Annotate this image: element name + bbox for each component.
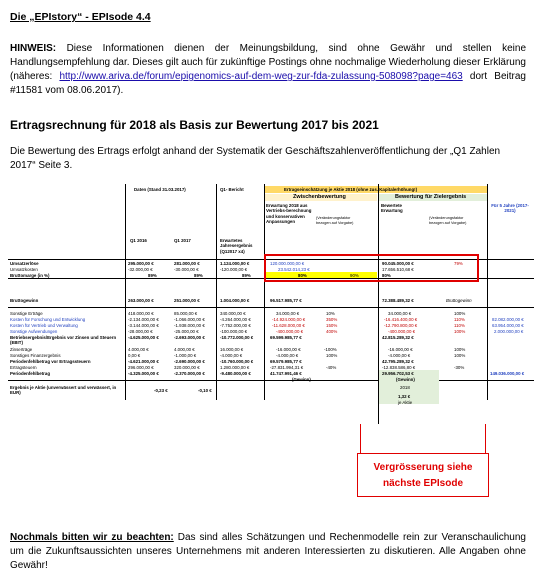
col-line [264,184,265,400]
row-label: Periodenfehlbetrag [10,371,51,376]
cell: 89% [242,273,251,278]
cell: 29.956.702,53 € [382,371,414,376]
eps-unit: je Aktie [398,400,413,405]
forum-link[interactable]: http://www.ariva.de/forum/epigenomics-auf-dem-weg-zur-fda-zulassung-508098?page=463 [59,71,463,82]
cell: -4.264.000,00 € [220,317,251,322]
cell: 100% [454,329,466,334]
cell: -27.831.994,31 € [270,365,304,370]
head-q1bericht: Q1- Bericht [220,187,244,192]
cell: -400.000,00 € [388,329,416,334]
cell: 400% [326,329,338,334]
cell: -4.625.000,00 € [128,335,159,340]
cell: 350% [326,317,338,322]
cell: -10.760.000,00 € [220,359,254,364]
cell: -16.416.400,00 € [384,317,418,322]
col-erwartet: Erwartetes Jahresergebnis (Q12017 x4) [220,238,253,254]
row-label: Zinserträge [10,347,33,352]
callout-line-2: nächste EPIsode [382,478,464,489]
row-label: Sonstige Erträge [10,311,43,316]
cell: -100% [324,347,337,352]
cell: -2.134.000,00 € [128,317,159,322]
cell: 150% [326,323,338,328]
cell: 100% [326,353,338,358]
cell: 79% [454,261,463,266]
cell: -10.772.000,00 € [220,335,254,340]
cell: 110% [454,323,465,328]
cell: 42.795.289,32 € [382,359,414,364]
cell: 90.045.000,00 € [382,261,414,266]
cell: 41.747.991,46 € [270,371,302,376]
sub-erwartung: Erwartung 2018 aus Vertriebs-berechnung und konservativen Anpassungen [266,203,312,225]
cell: 0,00 € [128,353,141,358]
row-label: Umsatzerlöse [10,261,39,266]
closing-label: Nochmals bitten wir zu beachten: [10,532,174,543]
col-line [216,184,217,400]
cell: 340.000,00 € [220,311,246,316]
row-label: Ertragsteuern [10,365,37,370]
sub-bewertete: Bewertete Erwartung [381,203,403,214]
cell: 295.000,00 € [128,261,154,266]
cell: 82.082.000,00 € [492,317,524,322]
cell: -12.790.800,00 € [384,323,418,328]
cell: 1.124.000,00 € [220,261,250,266]
eps-f: 1,32 € [398,394,411,399]
head-daten: Daten (Stand 31.03.2017) [134,187,186,192]
cell: 296.000,00 € [128,365,154,370]
cell: 34.000,00 € [388,311,412,316]
eps-label: Ergebnis je Aktie (unverwässert und verwässert, in EUR) [10,385,117,396]
cell: -32.000,00 € [128,267,153,272]
gewinn-1: (Gewinn) [292,377,311,382]
cell: -11.628.000,00 € [272,323,305,328]
eps-b: -0,10 € [198,388,212,393]
cell: 4.000,00 € [128,347,149,352]
cell: 42.815.289,32 € [382,335,414,340]
row-label: Umsatzkosten [10,267,38,272]
head-ziel: Bewertung für Zielergebnis [395,194,467,200]
cell: 4.000,00 € [174,347,195,352]
disclaimer-note [10,42,526,98]
col-q1-2016: Q1 2016 [130,238,147,243]
cell: 69.579.985,77 € [270,359,302,364]
closing-disclaimer [10,531,526,573]
row-line [8,380,534,381]
note-label: HINWEIS: [10,43,57,54]
cell: 418.000,00 € [128,311,154,316]
sub-veraend-2: (Veränderungsfaktor bezogen auf Vorgabe) [429,216,467,226]
cell: 100% [454,353,466,358]
cell: -1.066.000,00 € [174,317,205,322]
cell: 149.036.000,00 € [490,371,525,376]
cell: -400.000,00 € [276,329,304,334]
cell: 23.542.014,23 € [278,267,310,272]
callout-box [357,453,489,497]
cell: 100% [454,347,466,352]
row-label: Periodenfehlbetrag vor Ertragssteuern [10,359,91,364]
cell: -40% [326,365,337,370]
intro-paragraph: Die Bewertung des Ertrags erfolgt anhand der Systematik der Geschäftszahlenveröffentlichung der „Q1 Zahlen 2017“ Seite 3. [10,146,501,171]
cell: -3.144.000,00 € [128,323,159,328]
cell: -120.000,00 € [220,267,248,272]
cell: 17.656.510,68 € [382,267,414,272]
note-text-2: dort Beitrag #11581 vom 08.06.2017). [10,71,526,96]
cell: -2.693.000,00 € [174,335,205,340]
cell: -12.838.586,80 € [382,365,416,370]
cell: 72.388.489,32 € [382,298,414,303]
cell: 34.000,00 € [276,311,300,316]
cell: 69.599.985,77 € [270,335,302,340]
cell: 2.000.000,00 € [494,329,524,334]
cell: 281.000,00 € [174,261,200,266]
table-banner: Ertragseinschätzung je Aktie 2018 (ohne zus. Kapitalerhöhung!) [284,187,418,192]
cell: -4.621.000,00 € [128,359,159,364]
head-zwischen: Zwischenbewertung [293,194,346,200]
head-5jahre: Für 5 Jahre (2017-2021) [491,203,529,214]
sub-veraend-1: (Veränderungsfaktor bezogen auf Vorgabe) [316,216,354,226]
callout-line-1: Vergrösserung siehe [373,462,473,473]
cell: -9.480.000,00 € [220,371,251,376]
cell: 89% [148,273,157,278]
cell: -4.000,00 € [276,353,299,358]
cell: 90% [350,273,359,278]
cell: -28.000,00 € [128,329,153,334]
cell: 89% [194,273,203,278]
gewinn-2: (Gewinn) [396,377,415,382]
note-text-1: Diese Informationen dienen der Meinungsbildung, sind ohne Gewähr und stellen keine Handlungsempfehlung dar. Dieses gilt auch für zukünftige Postings ohne nochmalige Wiederholung dieser Erklärung (näheres: [10,43,526,82]
callout-connector [360,424,486,454]
cell: 10% [326,311,335,316]
cell: Bruttogewinn [446,298,472,303]
eps-a: -0,23 € [154,388,168,393]
cell: -16.000,00 € [388,347,413,352]
cell: -1.000,00 € [174,353,197,358]
cell: -7.752.000,00 € [220,323,251,328]
cell: 96.517.985,77 € [270,298,302,303]
cell: -30.000,00 € [174,267,199,272]
cell: -14.924.000,00 € [272,317,306,322]
col-line [487,184,488,400]
earnings-table [8,184,534,424]
cell: 63.954.000,00 € [492,323,524,328]
cell: -1.938.000,00 € [174,323,205,328]
cell: 251.000,00 € [174,298,200,303]
cell: 110% [454,317,465,322]
row-label: Bruttomarge (in %) [10,273,50,278]
cell: 120.000.000,00 € [270,261,305,266]
cell: 16.000,00 € [220,347,244,352]
cell: -2.370.000,00 € [174,371,205,376]
cell: -4.000,00 € [388,353,411,358]
section-heading: Ertragsrechnung für 2018 als Basis zur Bewertung 2017 bis 2021 [10,118,379,132]
row-label: Kosten für Vertrieb und Verwaltung [10,323,78,328]
col-q1-2017: Q1 2017 [174,238,191,243]
row-label: Bruttogewinn [10,298,39,303]
cell: -100.000,00 € [220,329,248,334]
cell: 80% [298,273,307,278]
cell: -4.000,00 € [220,353,243,358]
cell: -16.000,00 € [276,347,301,352]
cell: -30% [454,365,465,370]
col-line [125,184,126,400]
page-title: Die „EPIstory“ - EPIsode 4.4 [10,11,151,23]
cell: 85.000,00 € [174,311,198,316]
cell: -4.325.000,00 € [128,371,159,376]
cell: 80% [382,273,391,278]
row-line [8,307,534,308]
cell: -25.000,00 € [174,329,199,334]
cell: -2.690.000,00 € [174,359,205,364]
highlight-frame [264,254,479,282]
cell: 320.000,00 € [174,365,200,370]
year-2018: 2018 [400,385,410,390]
cell: 1.280.000,00 € [220,365,250,370]
row-label: Sonstige Aufwendungen [10,329,58,334]
cell: 263.000,00 € [128,298,154,303]
cell: 1.004.000,00 € [220,298,250,303]
row-label: Sonstiges Finanzergebnis [10,353,61,358]
cell: 100% [454,311,466,316]
row-label: Betriebsergebnis/Ergebnis vor Zinsen und Steuern (EBIT) [10,335,117,346]
closing-text: Das sind alles Schätzungen und Rechenmodelle rein zur Veranschaulichung um die Zukunftsaussichten unseres Unternehmens mit anderen Interessierten zu diskutieren. Alle Angaben ohne Gewähr! [10,532,526,571]
row-label: Kosten für Forschung und Entwicklung [10,317,86,322]
